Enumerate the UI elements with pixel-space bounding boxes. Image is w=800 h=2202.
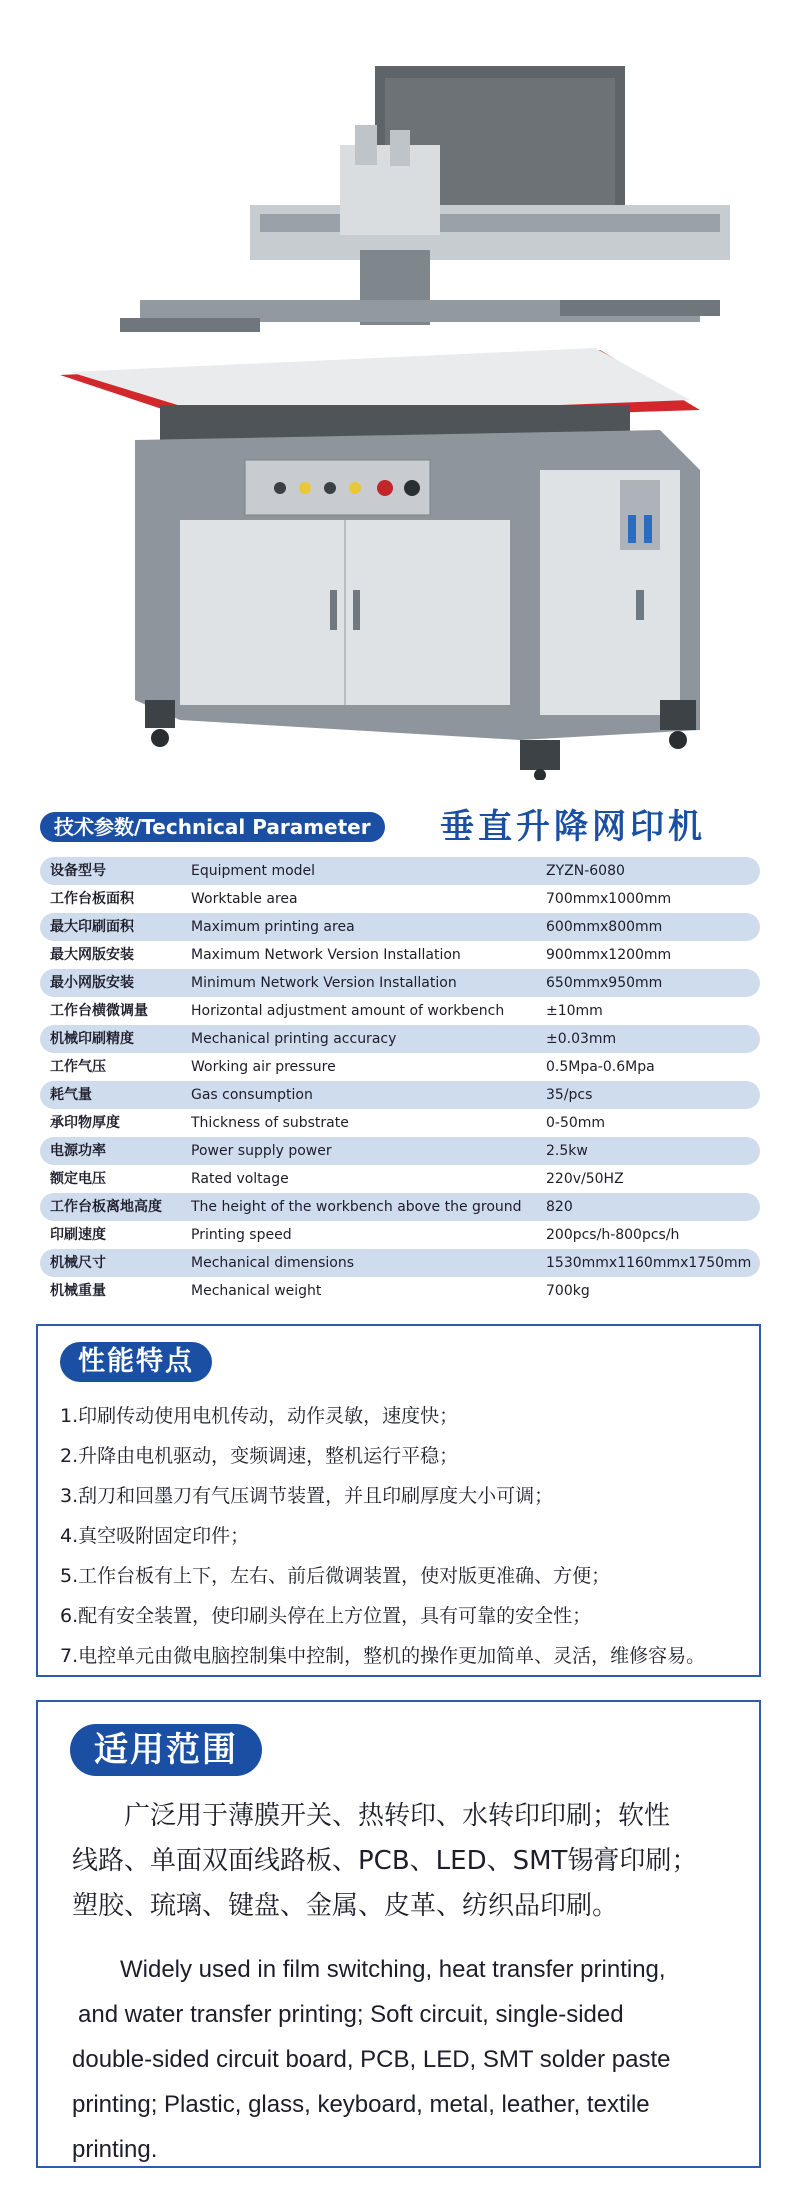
feature-item: 4.真空吸附固定印件； <box>60 1525 250 1547</box>
spec-name-en: Mechanical dimensions <box>191 1255 355 1271</box>
scope-cn-line: 广泛用于薄膜开关、热转印、水转印印刷；软性 <box>124 1801 671 1831</box>
spec-name-en: Working air pressure <box>191 1059 336 1075</box>
spec-name-en: Thickness of substrate <box>191 1115 349 1131</box>
spec-row <box>40 913 760 941</box>
spec-name-cn: 最小网版安装 <box>50 975 134 991</box>
scope-title: 适用范围 <box>70 1724 262 1776</box>
spec-name-en: The height of the workbench above the ground <box>191 1199 522 1215</box>
spec-value: 600mmx800mm <box>546 919 663 935</box>
spec-row <box>40 1193 760 1221</box>
spec-value: 35/pcs <box>546 1087 593 1103</box>
spec-row <box>40 1249 760 1277</box>
spec-value: 220v/50HZ <box>546 1171 624 1187</box>
spec-row <box>40 1137 760 1165</box>
scope-section <box>36 1700 761 2168</box>
spec-name-en: Mechanical printing accuracy <box>191 1031 397 1047</box>
spec-value: 820 <box>546 1199 573 1215</box>
spec-row <box>40 1221 760 1249</box>
features-title: 性能特点 <box>60 1342 212 1382</box>
scope-en-line: and water transfer printing; Soft circuit, single-sided <box>78 2001 624 2028</box>
spec-value: 200pcs/h-800pcs/h <box>546 1227 680 1243</box>
scope-en-line: double-sided circuit board, PCB, LED, SMT solder paste <box>72 2046 671 2073</box>
spec-name-cn: 机械重量 <box>50 1283 106 1299</box>
scope-chinese-text <box>72 1794 732 1929</box>
spec-name-cn: 印刷速度 <box>50 1227 106 1243</box>
spec-value: 2.5kw <box>546 1143 588 1159</box>
spec-name-cn: 工作台板面积 <box>50 891 134 907</box>
spec-name-en: Power supply power <box>191 1143 332 1159</box>
spec-row <box>40 941 760 969</box>
spec-name-cn: 机械印刷精度 <box>50 1031 134 1047</box>
spec-name-en: Equipment model <box>191 863 316 879</box>
spec-value: 0-50mm <box>546 1115 606 1131</box>
feature-item: 6.配有安全装置，使印刷头停在上方位置，具有可靠的安全性； <box>60 1605 592 1627</box>
spec-row <box>40 969 760 997</box>
spec-row <box>40 857 760 885</box>
spec-name-en: Maximum Network Version Installation <box>191 947 461 963</box>
spec-name-en: Printing speed <box>191 1227 292 1243</box>
scope-en-line: printing. <box>72 2136 158 2163</box>
spec-row <box>40 1053 760 1081</box>
spec-value: 1530mmx1160mmx1750mm <box>546 1255 752 1271</box>
spec-value: 700mmx1000mm <box>546 891 672 907</box>
spec-name-en: Mechanical weight <box>191 1283 322 1299</box>
spec-row <box>40 997 760 1025</box>
screen-printing-machine-photo <box>0 0 800 780</box>
spec-name-cn: 工作台横微调量 <box>50 1003 148 1019</box>
scope-en-line: Widely used in film switching, heat transfer printing, <box>120 1956 666 1983</box>
spec-heading <box>40 806 760 848</box>
scope-cn-line: 塑胶、琉璃、键盘、金属、皮革、纺织品印刷。 <box>72 1891 619 1921</box>
spec-name-cn: 最大网版安装 <box>50 947 134 963</box>
spec-row <box>40 885 760 913</box>
spec-name-en: Maximum printing area <box>191 919 355 935</box>
spec-name-cn: 机械尺寸 <box>50 1255 106 1271</box>
scope-cn-line: 线路、单面双面线路板、PCB、LED、SMT锡膏印刷； <box>72 1846 698 1876</box>
spec-name-cn: 额定电压 <box>50 1171 106 1187</box>
spec-name-cn: 最大印刷面积 <box>50 919 134 935</box>
spec-table <box>40 857 760 1305</box>
spec-value: ±0.03mm <box>546 1031 617 1047</box>
spec-row <box>40 1081 760 1109</box>
spec-name-en: Gas consumption <box>191 1087 313 1103</box>
scope-english-text <box>72 1947 742 2172</box>
feature-item: 1.印刷传动使用电机传动，动作灵敏，速度快； <box>60 1405 459 1427</box>
spec-value: ±10mm <box>546 1003 603 1019</box>
spec-name-cn: 设备型号 <box>50 863 106 879</box>
scope-en-line: printing; Plastic, glass, keyboard, metal, leather, textile <box>72 2091 650 2118</box>
spec-name-en: Worktable area <box>191 891 298 907</box>
spec-name-en: Rated voltage <box>191 1171 289 1187</box>
spec-value: 650mmx950mm <box>546 975 663 991</box>
spec-name-cn: 工作气压 <box>50 1059 106 1075</box>
feature-item: 2.升降由电机驱动，变频调速，整机运行平稳； <box>60 1445 459 1467</box>
spec-value: ZYZN-6080 <box>546 863 625 879</box>
spec-name-cn: 承印物厚度 <box>50 1115 120 1131</box>
spec-name-cn: 电源功率 <box>50 1143 106 1159</box>
features-section <box>36 1324 761 1677</box>
spec-name-en: Horizontal adjustment amount of workbench <box>191 1003 505 1019</box>
spec-row <box>40 1109 760 1137</box>
technical-parameter-title: 技术参数/Technical Parameter <box>40 812 385 842</box>
spec-value: 900mmx1200mm <box>546 947 672 963</box>
spec-row <box>40 1277 760 1305</box>
spec-row <box>40 1025 760 1053</box>
spec-value: 700kg <box>546 1283 590 1299</box>
product-photo <box>0 0 800 780</box>
spec-value: 0.5Mpa-0.6Mpa <box>546 1059 655 1075</box>
feature-item: 3.刮刀和回墨刀有气压调节装置，并且印刷厚度大小可调； <box>60 1485 554 1507</box>
spec-name-cn: 耗气量 <box>50 1087 92 1103</box>
spec-name-en: Minimum Network Version Installation <box>191 975 457 991</box>
spec-row <box>40 1165 760 1193</box>
feature-list <box>60 1396 750 1676</box>
spec-name-cn: 工作台板离地高度 <box>50 1199 162 1215</box>
feature-item: 7.电控单元由微电脑控制集中控制，整机的操作更加简单、灵活，维修容易。 <box>60 1645 706 1667</box>
machine-name: 垂直升降网印机 <box>440 807 706 847</box>
feature-item: 5.工作台板有上下，左右、前后微调装置，使对版更准确、方便； <box>60 1565 611 1587</box>
